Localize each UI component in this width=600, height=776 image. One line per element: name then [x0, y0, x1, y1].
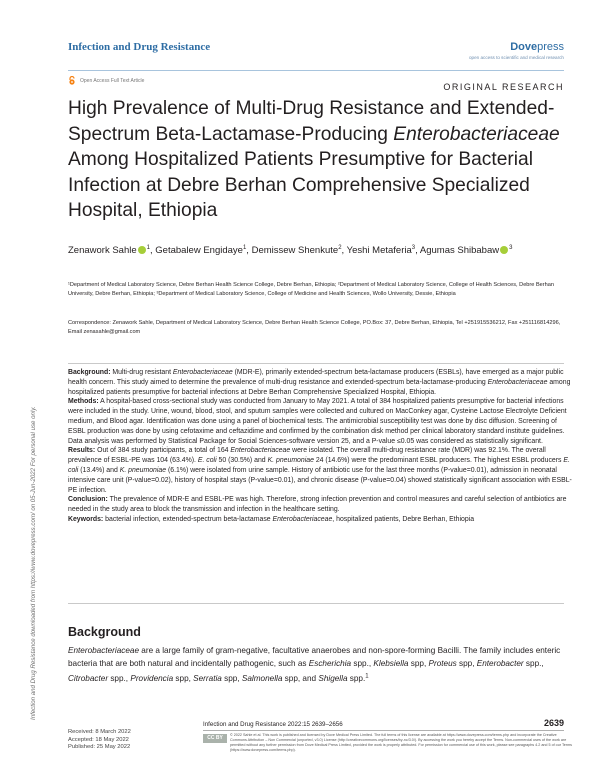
author-name: Getabalew Engidaye	[155, 245, 243, 257]
publisher-tagline: open access to scientific and medical research	[469, 55, 564, 60]
header-divider	[68, 70, 564, 71]
license-text: © 2022 Sahle et al. This work is published and licensed by Dove Medical Press Limited. The full terms of this license are available at https://www.dovepress.com/terms.php and incorporate the Creative Commons Attribution – Non Commercial (unported, v3.0) License (http://creativecommons.org/licenses/by-nc/3.0/). By accessing the work you hereby accept the Terms. Non-commercial uses of the work are permitted without any further permission from Dove Medical Press Limited, provided the work is properly attributed. For permission for commercial use of this work, please see paragraphs 4.2 and 5 of our Terms (https://www.dovepress.com/terms.php).	[230, 733, 572, 753]
section-label: ORIGINAL RESEARCH	[443, 82, 564, 92]
orcid-icon[interactable]	[138, 246, 146, 254]
correspondence: Correspondence: Zenawork Sahle, Department of Medical Laboratory Science, Debre Berhan Health Science College, PO.Box: 37, Debre Berhan, Ethiopia, Tel +251915536212, Fax +251116814296, Email zenasahle@gmail.com	[68, 320, 561, 335]
open-access-label: Open Access Full Text Article	[68, 76, 144, 85]
author-name: Zenawork Sahle	[68, 245, 137, 257]
download-side-note: Infection and Drug Resistance downloaded from https://www.dovepress.com/ on 05-Jun-2022 For personal use only.	[30, 406, 37, 720]
abstract-methods: Methods: A hospital-based cross-sectional study was conducted from January to May 2021. A total of 384 hospitalized patients presumptive for bacterial infections were included in the study. Urine, wound, blood, stool, and sputum samples were collected and cultured on MacConkey agar, Cysteine Lactose Electrolyte Deficient medium, and Blood agar. Identification was done using a panel of biochemical tests. The antimicrobial susceptibility test was done by disc diffusion. Screening of ESBL production was done by using cefotaxime and ceftazidime and confirmed by the combination disk method per clinical laboratory standard institute guidelines. Data analysis was performed by Statistical Package for Social Sciences-software version 25, and a P-value ≤0.05 was considered as statistically significant.	[68, 398, 567, 445]
page-number: 2639	[543, 718, 564, 728]
orcid-icon[interactable]	[500, 246, 508, 254]
background-paragraph: Enterobacteriaceae are a large family of gram-negative, facultative anaerobes and non-spore-forming Bacilli. The family includes enteric bacteria that are both natural and incidentally pathogenic, such as Escherichia spp., Klebsiella spp, Proteus spp, Enterobacter spp., Citrobacter spp., Providencia spp, Serratia spp, Salmonella spp, and Shigella spp.$^1$	[68, 646, 561, 683]
abstract-keywords: Keywords: bacterial infection, extended-spectrum beta-lactamase Enterobacteriaceae, hospitalized patients, Debre Berhan, Ethiopia	[68, 515, 475, 523]
cc-license-badge[interactable]: CC BY NC	[203, 734, 227, 743]
author-name: Agumas Shibabaw	[419, 245, 500, 257]
footer-citation: Infection and Drug Resistance 2022:15 2639–2656	[203, 721, 343, 728]
author-name: Demissew Shenkute	[251, 245, 339, 257]
abstract-results: Results: Out of 384 study participants, a total of 164 Enterobacteriaceae were isolated. The overall multi-drug resistance rate (MDR) was 92.1%. The overall prevalence of ESBL-PE was 104 (63.4%). E. coli 50 (30.5%) and K. pneumoniae 24 (14.6%) were the predominant ESBL producers. The highest ESBL producers E. coli (13.4%) and K. pneumoniae (6.1%) were isolated from urine sample. History of antibiotic use for the last three months (P-value=0.01), admission in neonatal intensive care unit (P-value=0.02), history of hospital stays (P-value=0.01), and chronic disease (P-value=0.04) showed statistically significant association with ESBL-PE infection.	[68, 447, 572, 494]
open-access-icon	[68, 76, 76, 85]
abstract-background: Background: Multi-drug resistant Enterobacteriaceae (MDR-E), primarily extended-spectrum beta-lactamase producers (ESBLs), have emerged as a major public health concern. This study aimed to determine the prevalence of multi-drug resistance and extended-spectrum beta-lactamase-producing Enterobacteriaceae among hospitalized patients presumptive for bacterial infections at Debre Berhan Comprehensive Specialized Hospital, Ethiopia.	[68, 369, 571, 396]
author-list: Zenawork Sahle $^1$, Getabalew Engidaye$^1$, Demissew Shenkute$^2$, Yeshi Metaferia$^3$, Agumas Shibabaw $^3$	[68, 245, 513, 257]
abstract	[68, 368, 572, 525]
footer-divider	[203, 730, 564, 731]
abstract-conclusion: Conclusion: The prevalence of MDR-E and ESBL-PE was high. Therefore, strong infection prevention and control measures and careful selection of antibiotics are needed in the study area to block the transmission and infection in the healthcare setting.	[68, 496, 567, 514]
publisher-logo: Dovepress	[510, 41, 564, 53]
journal-name: Infection and Drug Resistance	[68, 41, 211, 53]
abstract-bottom-divider	[68, 603, 564, 604]
author-name: Yeshi Metaferia	[346, 245, 412, 257]
section-heading-background: Background	[68, 625, 141, 639]
article-dates: Received: 8 March 2022 Accepted: 18 May 2022 Published: 25 May 2022	[68, 729, 131, 751]
article-title: High Prevalence of Multi-Drug Resistance and Extended-Spectrum Beta-Lactamase-Producing Enterobacteriaceae Among Hospitalized Patients Presumptive for Bacterial Infection at Debre Berhan Comprehensive Specialized Hospital, Ethiopia	[68, 98, 560, 221]
abstract-top-divider	[68, 363, 564, 364]
affiliations: ¹Department of Medical Laboratory Science, Debre Berhan Health Science College, Debre Berhan, Ethiopia; ²Department of Medical Laboratory Science, College of Health Sciences, Debre Berhan University, Debre Berhan, Ethiopia; ³Department of Medical Laboratory Science, College of Medicine and Health Sciences, Wollo University, Dessie, Ethiopia	[68, 282, 554, 297]
